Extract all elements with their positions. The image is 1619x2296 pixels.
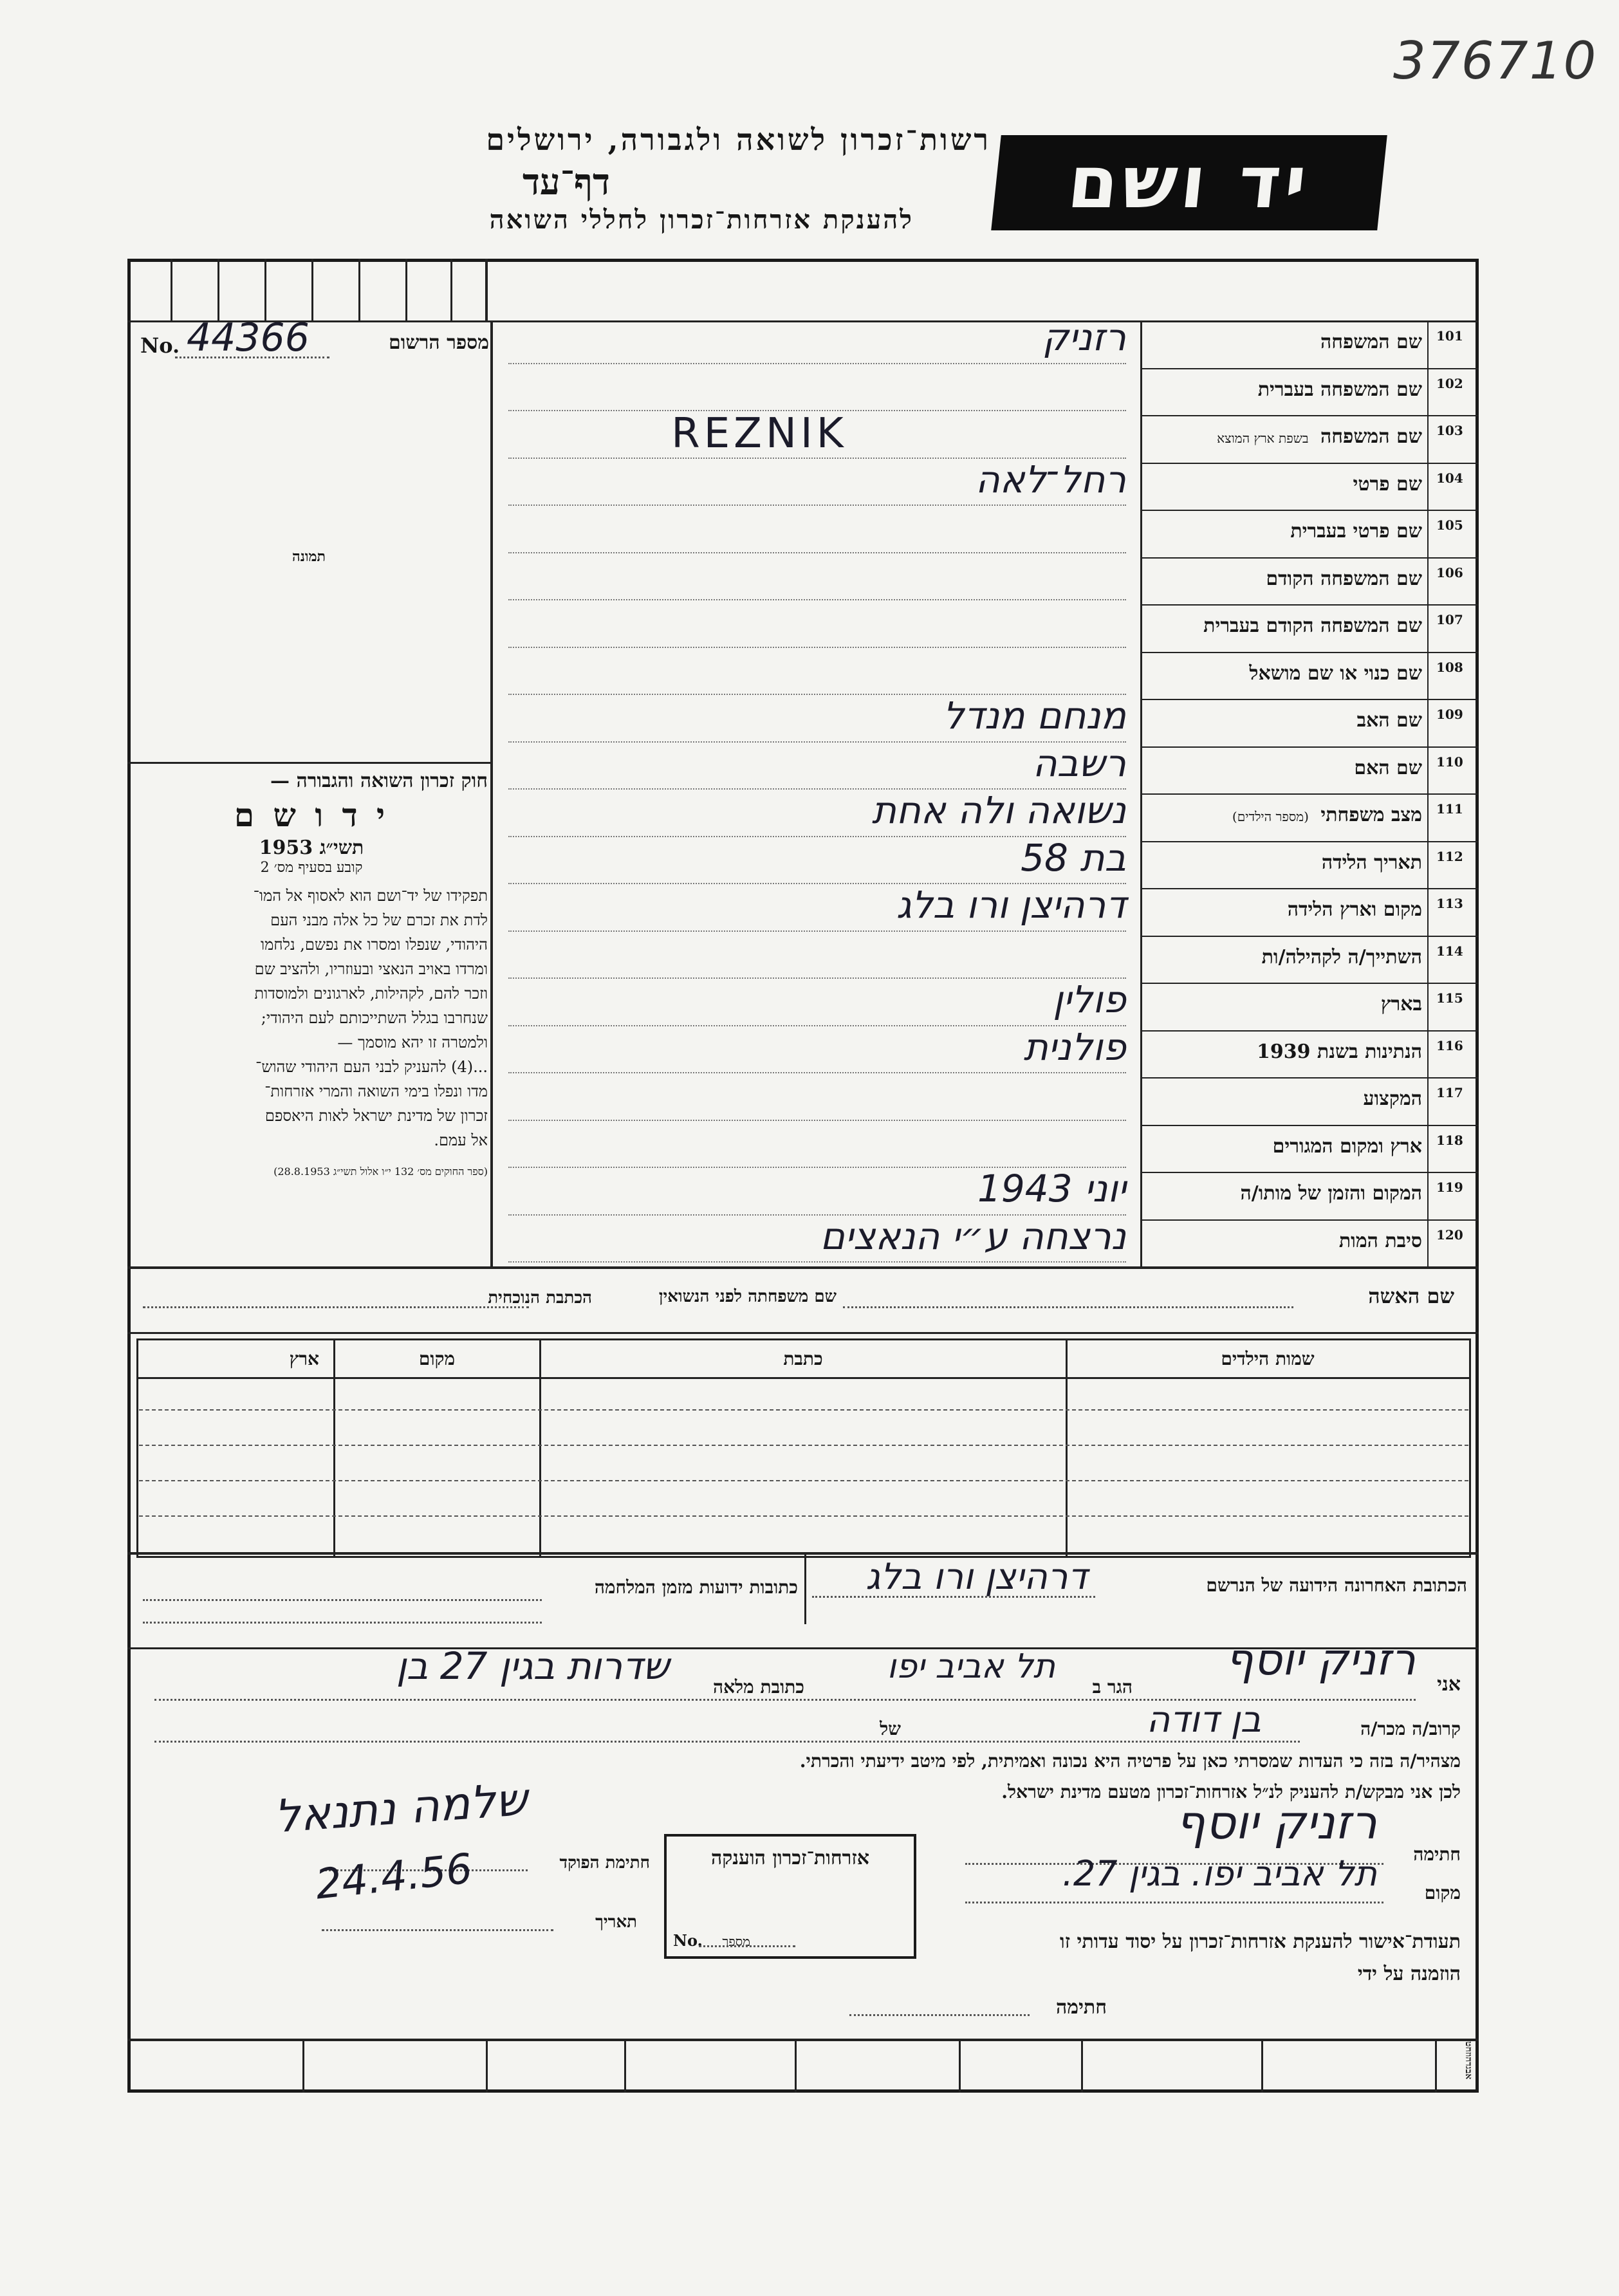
field-label (1145, 662, 1422, 685)
official-date: 24.4.56 (313, 1845, 475, 1909)
field-value-110: רשבה (1032, 741, 1126, 785)
field-value-104: רחל־לאה (975, 457, 1126, 501)
field-label (1145, 378, 1422, 401)
field-label (1145, 425, 1422, 448)
field-label-text: סיבת המות (1338, 1229, 1422, 1252)
citizenship-granted-number-label: מספר (722, 1934, 750, 1949)
certificate-line2: הוזמנה על ידי (1357, 1963, 1461, 1985)
footer-code: אבגדהוזחט (1463, 2041, 1474, 2080)
wife-address-label: הכתבת הנוכחית (488, 1288, 592, 1308)
field-number: 116 (1436, 1037, 1463, 1053)
field-label-text: שם כנוי או שם מושאל (1249, 662, 1422, 685)
citizenship-granted-no: No. (673, 1931, 703, 1950)
wartime-address-label: כתובות ידועות מזמן המלחמה (594, 1577, 798, 1598)
children-header-country: ארץ (289, 1348, 319, 1369)
field-number: 103 (1436, 423, 1463, 438)
law-line: אל עמם. (434, 1131, 488, 1149)
law-line: היהודי, שנפלו ומסרו את נפשם, נלחמו (261, 936, 488, 954)
law-line: ומרדו באויב הנאצי ובעוזריו, ולהציב שם (254, 960, 488, 978)
yad-vashem-logo (991, 135, 1387, 230)
children-header-names: שמות הילדים (1221, 1348, 1315, 1369)
declarant-relative-label: קרוב/ה מכר/ה (1360, 1718, 1461, 1739)
law-line: שנחרבו בגלל השתייכותם לעם היהודי; (261, 1009, 488, 1027)
registration-number: 44366 (187, 315, 310, 360)
field-value-116: פולנית (1023, 1024, 1126, 1069)
field-label-text: מצב משפחתי (1320, 804, 1422, 826)
field-number: 115 (1436, 990, 1463, 1006)
logo-text: יד ושם (1064, 141, 1315, 225)
field-value-120: נרצחה ע״י הנאצים (820, 1214, 1126, 1258)
declarant-of-label: של (880, 1718, 901, 1739)
field-label-text: תאריך הלידה (1321, 851, 1422, 874)
law-line: זכרון של מדינת ישראל לאות היאספם (264, 1107, 488, 1125)
law-clause: קובע בסעיף מס׳ 2 (260, 860, 363, 876)
field-number: 113 (1436, 896, 1463, 911)
law-name: י ד ו ש ם (234, 796, 389, 834)
field-value-112: בת 58 (1021, 835, 1126, 880)
field-number: 119 (1436, 1180, 1463, 1195)
field-label-text: שם המשפחה (1320, 331, 1422, 353)
field-number: 112 (1436, 848, 1463, 864)
law-line: מדו ונפלו בימי השואה והמרי אזרחות־ (264, 1082, 488, 1100)
certificate-line1: תעודת־אישור להענקת אזרחות־זכרון על יסוד עדותי זו (1060, 1930, 1461, 1953)
declarant-ani: אני (1437, 1673, 1461, 1696)
field-label-note: בשפת ארץ המוצא (1217, 430, 1309, 446)
field-number: 101 (1436, 328, 1463, 344)
field-label (1145, 851, 1422, 874)
field-label-text: שם המשפחה (1320, 425, 1422, 448)
field-value-113: דרהיצן ורו בלג (896, 883, 1126, 927)
certificate-signature-label: חתימה (1056, 1996, 1107, 2019)
last-address-value: דרהיצן ורו בלג (865, 1556, 1087, 1598)
field-number: 104 (1436, 470, 1463, 486)
field-value-119: יוני 1943 (977, 1167, 1126, 1210)
official-signature: שלמה נתנאל (272, 1772, 530, 1844)
declaration-text: מצהיר/ה בזה כי העדות שמסרתי כאן על פרטיה היא נכונה ואמיתית, לפי מיטב ידיעתי והכרתי. (799, 1750, 1461, 1772)
field-label-text: שם פרטי בעברית (1290, 520, 1422, 542)
field-label (1145, 946, 1422, 968)
field-number: 106 (1436, 564, 1463, 580)
field-number: 117 (1436, 1085, 1463, 1100)
field-label-text: שם המשפחה הקודם (1266, 567, 1422, 590)
field-label-text: ארץ ומקום המגורים (1272, 1134, 1422, 1158)
wife-maiden-label: שם משפחתה לפני הנשואין (658, 1287, 837, 1306)
last-address-label: הכתובת האחרונה הידועה של הנרשם (1206, 1575, 1467, 1596)
declarant-full-address: שדרות בגין 27 בן (396, 1644, 669, 1688)
field-label-text: המקצוע (1363, 1088, 1422, 1110)
law-line: תפקידו של יד־ושם הוא לאסוף אל המו־ (253, 887, 488, 905)
declarant-signature-label: חתימה (1413, 1844, 1461, 1865)
field-value-103: REZNIK (671, 410, 847, 458)
law-panel (135, 770, 488, 1178)
header-line1: רשות־זכרון לשואה ולגבורה, ירושלים (486, 122, 991, 157)
law-body (135, 884, 488, 1153)
field-label (1145, 709, 1422, 732)
field-label (1145, 520, 1422, 542)
field-number: 108 (1436, 659, 1463, 675)
field-label-text: מקום וארץ הלידה (1287, 898, 1422, 921)
law-year: תשי״ג 1953 (259, 837, 364, 859)
field-label (1145, 473, 1422, 495)
official-signature-label: חתימת הפוקד (559, 1853, 650, 1873)
field-number: 111 (1436, 801, 1463, 817)
declarant-full-address-label: כתובת מלאה (712, 1676, 804, 1698)
archive-number: 376710 (1393, 31, 1598, 91)
declarant-lives-in: תל אביב יפו (887, 1647, 1055, 1686)
registration-prefix: No. (140, 333, 180, 358)
field-number: 114 (1436, 943, 1463, 959)
header-line3: להענקת אזרחות־זכרון לחללי השואה (489, 205, 914, 235)
field-label-text: בארץ (1380, 993, 1422, 1015)
declarant-place: תל אביב יפו. בגין 27. (1062, 1853, 1377, 1894)
field-label (1145, 1135, 1422, 1158)
declarant-place-label: מקום (1424, 1882, 1461, 1903)
field-value-111: נשואה ולה אחת (871, 788, 1126, 832)
field-label-text: שם האב (1356, 709, 1422, 732)
law-line: ...(4) להעניק לבני העם היהודי שהוש־ (255, 1058, 488, 1076)
law-line: וזכר להם, לקהילות, לארגונים ולמוסדות (254, 985, 488, 1003)
registration-label: מספר הרשום (389, 331, 489, 354)
field-value-101: רזניק (1042, 315, 1126, 359)
citizenship-granted-title: אזרחות־זכרון הוענקה (710, 1847, 870, 1869)
field-label-text: השתייך/ה לקהילה/ות (1261, 945, 1422, 968)
field-label (1145, 331, 1422, 353)
law-line: לדת את זכרם של כל אלה מבני העם (270, 911, 488, 929)
field-number: 102 (1436, 375, 1463, 391)
field-label (1145, 568, 1422, 590)
field-label (1145, 615, 1422, 637)
field-label (1145, 1230, 1422, 1252)
law-title: חוק זכרון השואה והגבורה — (270, 770, 488, 792)
declarant-signature: רזניק יוסף (1176, 1795, 1377, 1849)
field-number: 107 (1436, 612, 1463, 627)
field-value-109: מנחם מנדל (943, 694, 1126, 737)
field-label-text: שם האם (1354, 756, 1422, 779)
field-label-text: המקום והזמן של מותו/ה (1240, 1182, 1422, 1205)
official-date-label: תאריך (595, 1912, 637, 1932)
declarant-name: רזניק יוסף (1225, 1634, 1416, 1685)
field-label-text: הנתינות בשנת 1939 (1256, 1040, 1422, 1063)
field-label (1145, 898, 1422, 921)
field-label (1145, 993, 1422, 1015)
field-label (1145, 804, 1422, 826)
declarant-lives-label: הגר ב (1092, 1676, 1133, 1698)
field-number: 120 (1436, 1227, 1463, 1243)
photo-placeholder-label: תמונה (292, 548, 326, 565)
children-header-place: מקום (418, 1348, 456, 1369)
field-label-note: (מספר הילדים) (1232, 809, 1309, 824)
children-header-address: כתבת (783, 1348, 823, 1369)
request-text: לכן אני מבקש/ת להעניק לנ״ל אזרחות־זכרון מטעם מדינת ישראל. (1001, 1781, 1461, 1802)
field-label-text: שם המשפחה בעברית (1257, 378, 1422, 401)
declarant-relation: בן דודה (1146, 1699, 1261, 1741)
law-footnote: (ספר החוקים מס׳ 132 י״ו אלול תשי״ג 28.8.1953) (273, 1165, 488, 1178)
field-number: 118 (1436, 1132, 1463, 1148)
law-line: ולמטרה זו יהא מוסמך — (337, 1033, 488, 1051)
field-label-text: שם פרטי (1353, 472, 1422, 495)
field-number: 109 (1436, 707, 1463, 722)
header-line2: דף־עד (522, 161, 610, 203)
field-label (1145, 1088, 1422, 1110)
field-number: 110 (1436, 754, 1463, 770)
field-label (1145, 1041, 1422, 1063)
field-label (1145, 1182, 1422, 1205)
wife-label: שם האשה (1368, 1284, 1454, 1308)
field-value-115: פולין (1053, 977, 1126, 1021)
field-label-text: שם המשפחה הקודם בעברית (1203, 615, 1422, 637)
field-number: 105 (1436, 517, 1463, 533)
field-label (1145, 757, 1422, 779)
